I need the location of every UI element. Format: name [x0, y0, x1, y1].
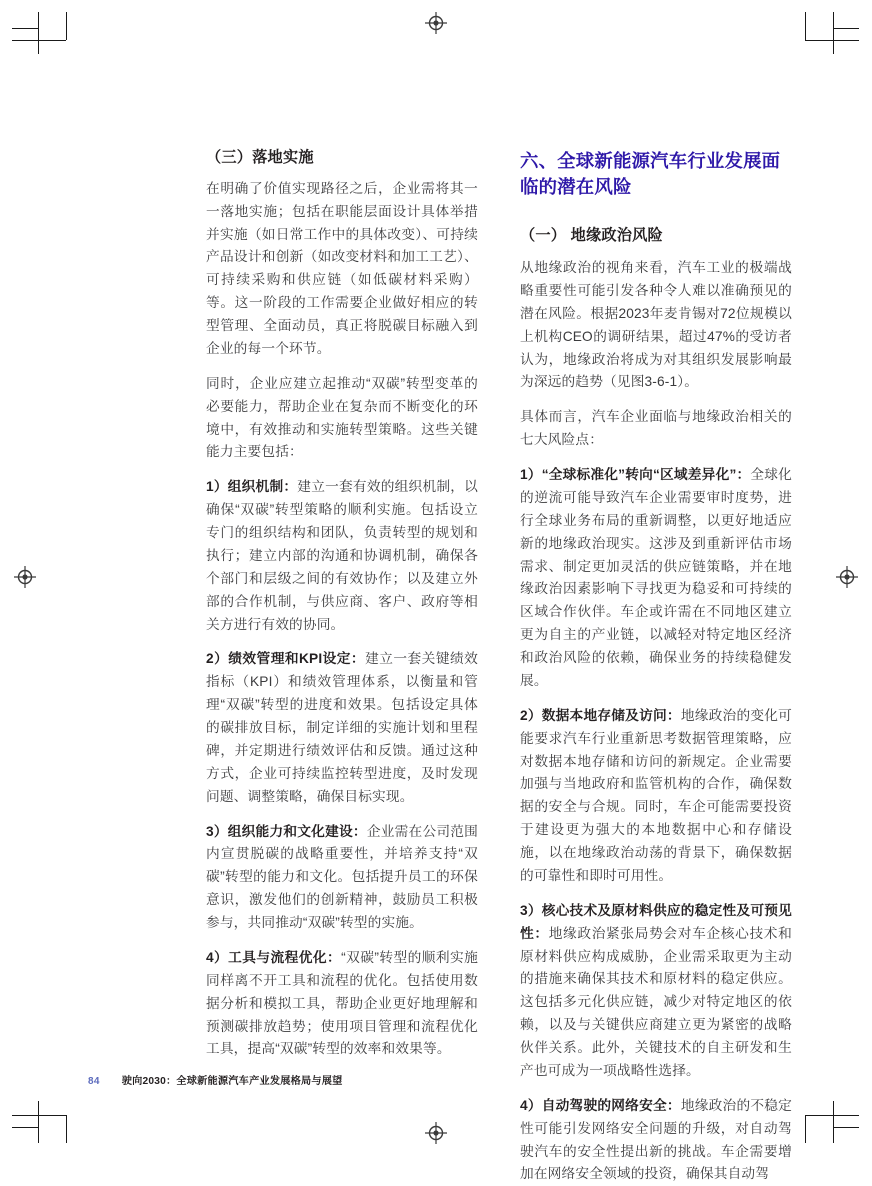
paragraph [520, 1095, 792, 1186]
paragraph [206, 821, 478, 935]
crop-mark-bottom-right-horizontal-lower [833, 1127, 859, 1128]
paragraph-text: 在明确了价值实现路径之后，企业需将其一一落地实施；包括在职能层面设计具体举措并实施（如日常工作中的具体改变）、可持续产品设计和创新（如改变材料和加工工艺）、可持续采购和供应链（如低碳材料采购）等。这一阶段的工作需要企业做好相应的转型管理、全面动员，真正将脱碳目标融入到企业的每一个环节。 [206, 180, 478, 356]
paragraph-lead: 4）自动驾驶的网络安全： [520, 1097, 681, 1113]
registration-mark-right-center [836, 566, 858, 588]
paragraph [206, 947, 478, 1061]
paragraph [520, 257, 792, 394]
paragraph [520, 464, 792, 693]
crop-mark-bottom-left-vertical-inner [66, 1115, 67, 1143]
crop-mark-bottom-left-horizontal-upper [12, 1115, 66, 1116]
paragraph [520, 406, 792, 452]
crop-mark-top-left-horizontal-upper [12, 28, 38, 29]
paragraph-text: 建立一套关键绩效指标（KPI）和绩效管理体系，以衡量和管理“双碳”转型的进度和效果。包括设定具体的碳排放目标，制定详细的实施计划和里程碑，并定期进行绩效评估和反馈。通过这种方式，企业可持续监控转型进度，及时发现问题、调整策略，确保目标实现。 [206, 651, 478, 804]
page-columns [206, 148, 792, 1186]
paragraph-lead: 4）工具与流程优化： [206, 949, 342, 965]
chapter-heading: 六、全球新能源汽车行业发展面临的潜在风险 [520, 150, 781, 198]
paragraph-text: 企业需在公司范围内宣贯脱碳的战略重要性，并培养支持“双碳”转型的能力和文化。包括提升员工的环保意识，激发他们的创新精神，鼓励员工积极参与，共同推动“双碳”转型的实施。 [206, 823, 478, 930]
running-title: 驶向2030：全球新能源汽车产业发展格局与展望 [121, 1076, 343, 1087]
right-text-column [520, 148, 792, 1186]
paragraph [206, 476, 478, 636]
paragraph-lead: 2）绩效管理和KPI设定： [206, 651, 366, 667]
paragraph-text: 建立一套有效的组织机制，以确保“双碳”转型策略的顺利实施。包括设立专门的组织结构和团队，负责转型的规划和执行；建立内部的沟通和协调机制，确保各个部门和层级之间的有效协作；以及建立外部的合作机制，与供应商、客户、政府等相关方进行有效的协同。 [206, 479, 478, 632]
paragraph-lead: 2）数据本地存储及访问： [520, 707, 681, 723]
crop-mark-top-right-horizontal-lower [805, 40, 859, 41]
crop-mark-bottom-right-horizontal-upper [805, 1115, 859, 1116]
paragraph [206, 178, 478, 361]
paragraph [520, 900, 792, 1083]
crop-mark-top-left-vertical [38, 12, 39, 54]
page-footer [88, 1072, 343, 1087]
paragraph [206, 648, 478, 808]
crop-mark-bottom-right-vertical [833, 1101, 834, 1143]
paragraph-text: “双碳”转型的顺利实施同样离不开工具和流程的优化。包括使用数据分析和模拟工具，帮助企业更好地理解和预测碳排放趋势；使用项目管理和流程优化工具，提高“双碳”转型的效率和效果等。 [206, 949, 478, 1057]
paragraph [206, 373, 478, 465]
paragraph-text: 同时，企业应建立起推动“双碳”转型变革的必要能力，帮助企业在复杂而不断变化的环境中，有效推动和实施转型策略。这些关键能力主要包括： [206, 375, 478, 460]
crop-mark-top-right-horizontal-upper [833, 28, 859, 29]
crop-mark-top-right-vertical-inner [805, 12, 806, 40]
paragraph-text: 地缘政治的不稳定性可能引发网络安全问题的升级，对自动驾驶汽车的安全性提出新的挑战。车企需要增加在网络安全领域的投资，确保其自动驾 [520, 1097, 792, 1182]
paragraph [520, 705, 792, 888]
crop-mark-bottom-left-horizontal-lower [12, 1127, 38, 1128]
paragraph-text: 从地缘政治的视角来看，汽车工业的极端战略重要性可能引发各种令人难以准确预见的潜在风险。根据2023年麦肯锡对72位规模以上机构CEO的调研结果，超过47%的受访者认为，地缘政治将成为对其组织发展影响最为深远的趋势（见图3-6-1）。 [520, 260, 792, 390]
left-column-heading: （三）落地实施 [206, 149, 314, 166]
paragraph-lead: 3）核心技术及原材料供应的稳定性及可预见性： [520, 902, 792, 941]
crop-mark-top-right-vertical [833, 12, 834, 54]
registration-mark-top-center [425, 12, 447, 34]
crop-mark-bottom-left-vertical [38, 1101, 39, 1143]
crop-mark-top-left-vertical-inner [66, 12, 67, 40]
paragraph-text: 全球化的逆流可能导致汽车企业需要审时度势，进行全球业务布局的重新调整，以更好地适应新的地缘政治现实。这涉及到重新评估市场需求、制定更加灵活的供应链策略，并在地缘政治因素影响下寻找更为稳妥和可持续的区域合作伙伴。车企或许需在不同地区建立更为自主的产业链，以减轻对特定地区经济和政治风险的依赖，确保业务的持续稳健发展。 [520, 467, 793, 688]
section-heading: （一） 地缘政治风险 [520, 227, 663, 245]
paragraph-lead: 3）组织能力和文化建设： [206, 823, 367, 839]
page-number: 84 [88, 1076, 100, 1087]
paragraph-text: 地缘政治的变化可能要求汽车行业重新思考数据管理策略，应对数据本地存储和访问的新规定。企业需要加强与当地政府和监管机构的合作，确保数据的安全与合规。同时，车企可能需要投资于建设更为强大的本地数据中心和存储设施，以在地缘政治动荡的背景下，确保数据的可靠性和即时可用性。 [520, 707, 792, 883]
registration-mark-left-center [14, 566, 36, 588]
paragraph-lead: 1）“全球标准化”转向“区域差异化”： [520, 467, 751, 482]
crop-mark-bottom-right-vertical-inner [805, 1115, 806, 1143]
left-text-column [206, 148, 478, 1186]
paragraph-text: 地缘政治紧张局势会对车企核心技术和原材料供应构成威胁，企业需采取更为主动的措施来确保其技术和原材料的稳定供应。这包括多元化供应链，减少对特定地区的依赖，以及与关键供应商建立更为紧密的战略伙伴关系。此外，关键技术的自主研发和生产也可成为一项战略性选择。 [520, 925, 792, 1078]
crop-mark-top-left-horizontal-lower [12, 40, 66, 41]
paragraph-text: 具体而言，汽车企业面临与地缘政治相关的七大风险点： [520, 409, 792, 448]
paragraph-lead: 1）组织机制： [206, 479, 298, 495]
